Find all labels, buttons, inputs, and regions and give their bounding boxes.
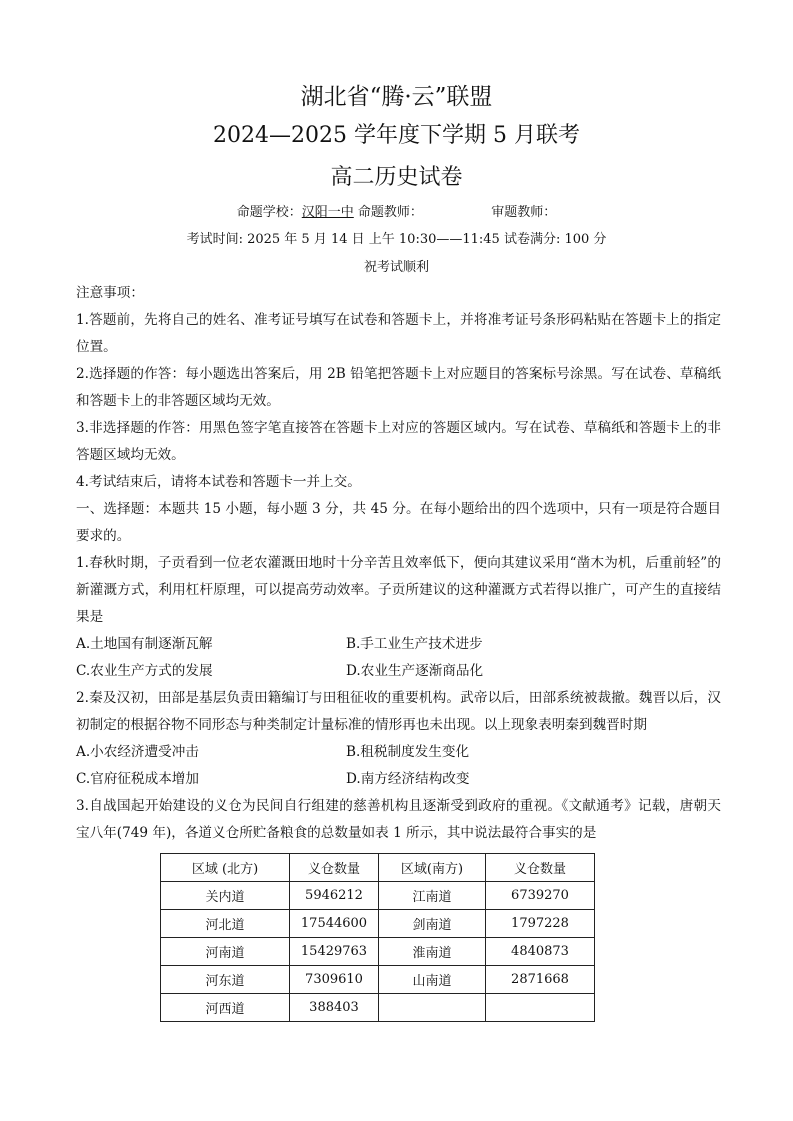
note-item: 4.考试结束后，请将本试卷和答题卡一并上交。	[76, 474, 361, 490]
school-label: 命题学校：	[236, 205, 302, 220]
table-cell: 河东道	[161, 966, 290, 994]
table-cell: 388403	[290, 994, 379, 1022]
blessing-line: 祝考试顺利	[363, 260, 429, 275]
question-stem: 2.秦及汉初，田部是基层负责田籍编订与田租征收的重要机构。武帝以后，田部系统被裁撤。魏晋以后，汉初制定的根据谷物不同形态与种类制定计量标准的情形再也未出现。以上现象表明秦到魏晋时期	[76, 690, 721, 733]
note-item: 3.非选择题的作答：用黑色签字笔直接答在答题卡上对应的答题区域内。写在试卷、草稿纸和答题卡上的非答题区域均无效。	[76, 420, 721, 463]
table-cell: 1797228	[486, 910, 595, 938]
reviewer-label: 审题教师：	[491, 205, 557, 220]
question-3-block	[76, 793, 721, 847]
table-cell: 河西道	[161, 994, 290, 1022]
table-header-cell: 区域 (北方)	[161, 854, 290, 882]
table-cell	[486, 994, 595, 1022]
table-row	[161, 882, 595, 910]
option-d: D.农业生产逐渐商品化	[346, 663, 484, 679]
option-a: A.小农经济遭受冲击	[76, 744, 199, 760]
option-d: D.南方经济结构改变	[346, 771, 470, 787]
question-stem: 3.自战国起开始建设的义仓为民间自行组建的慈善机构且逐渐受到政府的重视。《文献通考》记载，唐朝天宝八年(749 年)，各道义仓所贮备粮食的总数量如表 1 所示，其中说法最符合事实的是	[76, 798, 721, 841]
question-2-options	[76, 739, 721, 793]
table-cell: 7309610	[290, 966, 379, 994]
question-2-block	[76, 685, 721, 739]
option-b: B.租税制度发生变化	[346, 744, 470, 760]
table-cell: 山南道	[379, 966, 486, 994]
table-header-cell: 义仓数量	[290, 854, 379, 882]
exam-term-title: 2024—2025 学年度下学期 5 月联考	[213, 123, 580, 148]
exam-union-title: 湖北省“腾·云”联盟	[300, 84, 493, 110]
section-heading: 一、选择题：本题共 15 小题，每小题 3 分，共 45 分。在每小题给出的四个选项中，只有一项是符合题目要求的。	[76, 501, 721, 544]
option-b: B.手工业生产技术进步	[346, 636, 483, 652]
school-name: 汉阳一中	[301, 205, 354, 220]
table-header-cell: 义仓数量	[486, 854, 595, 882]
notes-heading: 注意事项：	[76, 285, 144, 301]
table-cell: 河南道	[161, 938, 290, 966]
table-header-row	[161, 854, 595, 882]
table-cell: 5946212	[290, 882, 379, 910]
table-cell: 6739270	[486, 882, 595, 910]
exam-info-line: 考试时间: 2025 年 5 月 14 日 上午 10:30——11:45 试卷满分: 100 分	[186, 232, 607, 247]
table-cell	[379, 994, 486, 1022]
table-cell: 2871668	[486, 966, 595, 994]
notes-block	[76, 280, 721, 631]
granary-table	[160, 853, 595, 1022]
table-cell: 河北道	[161, 910, 290, 938]
note-item: 2.选择题的作答：每小题选出答案后，用 2B 铅笔把答题卡上对应题目的答案标号涂黑。写在试卷、草稿纸和答题卡上的非答题区域均无效。	[76, 366, 721, 409]
setter-label: 命题教师：	[357, 205, 423, 220]
table-cell: 剑南道	[379, 910, 486, 938]
table-header-cell: 区域(南方)	[379, 854, 486, 882]
question-stem: 1.春秋时期，子贡看到一位老农灌溉田地时十分辛苦且效率低下，便向其建议采用“凿木为机，后重前轻”的新灌溉方式，利用杠杆原理，可以提高劳动效率。子贡所建议的这种灌溉方式若得以推广，可产生的直接结果是	[76, 555, 721, 625]
table-cell: 江南道	[379, 882, 486, 910]
option-c: C.农业生产方式的发展	[76, 663, 213, 679]
table-row	[161, 966, 595, 994]
exam-subject-title: 高二历史试卷	[330, 165, 463, 190]
table-cell: 4840873	[486, 938, 595, 966]
table-cell: 15429763	[290, 938, 379, 966]
table-cell: 淮南道	[379, 938, 486, 966]
question-1-options	[76, 631, 721, 685]
note-item: 1.答题前，先将自己的姓名、准考证号填写在试卷和答题卡上，并将准考证号条形码粘贴在答题卡上的指定位置。	[76, 312, 721, 355]
table-cell: 关内道	[161, 882, 290, 910]
table-row	[161, 910, 595, 938]
exam-setters-line	[0, 201, 793, 220]
option-a: A.土地国有制逐渐瓦解	[76, 636, 213, 652]
table-row	[161, 938, 595, 966]
table-row	[161, 994, 595, 1022]
option-c: C.官府征税成本增加	[76, 771, 199, 787]
table-cell: 17544600	[290, 910, 379, 938]
